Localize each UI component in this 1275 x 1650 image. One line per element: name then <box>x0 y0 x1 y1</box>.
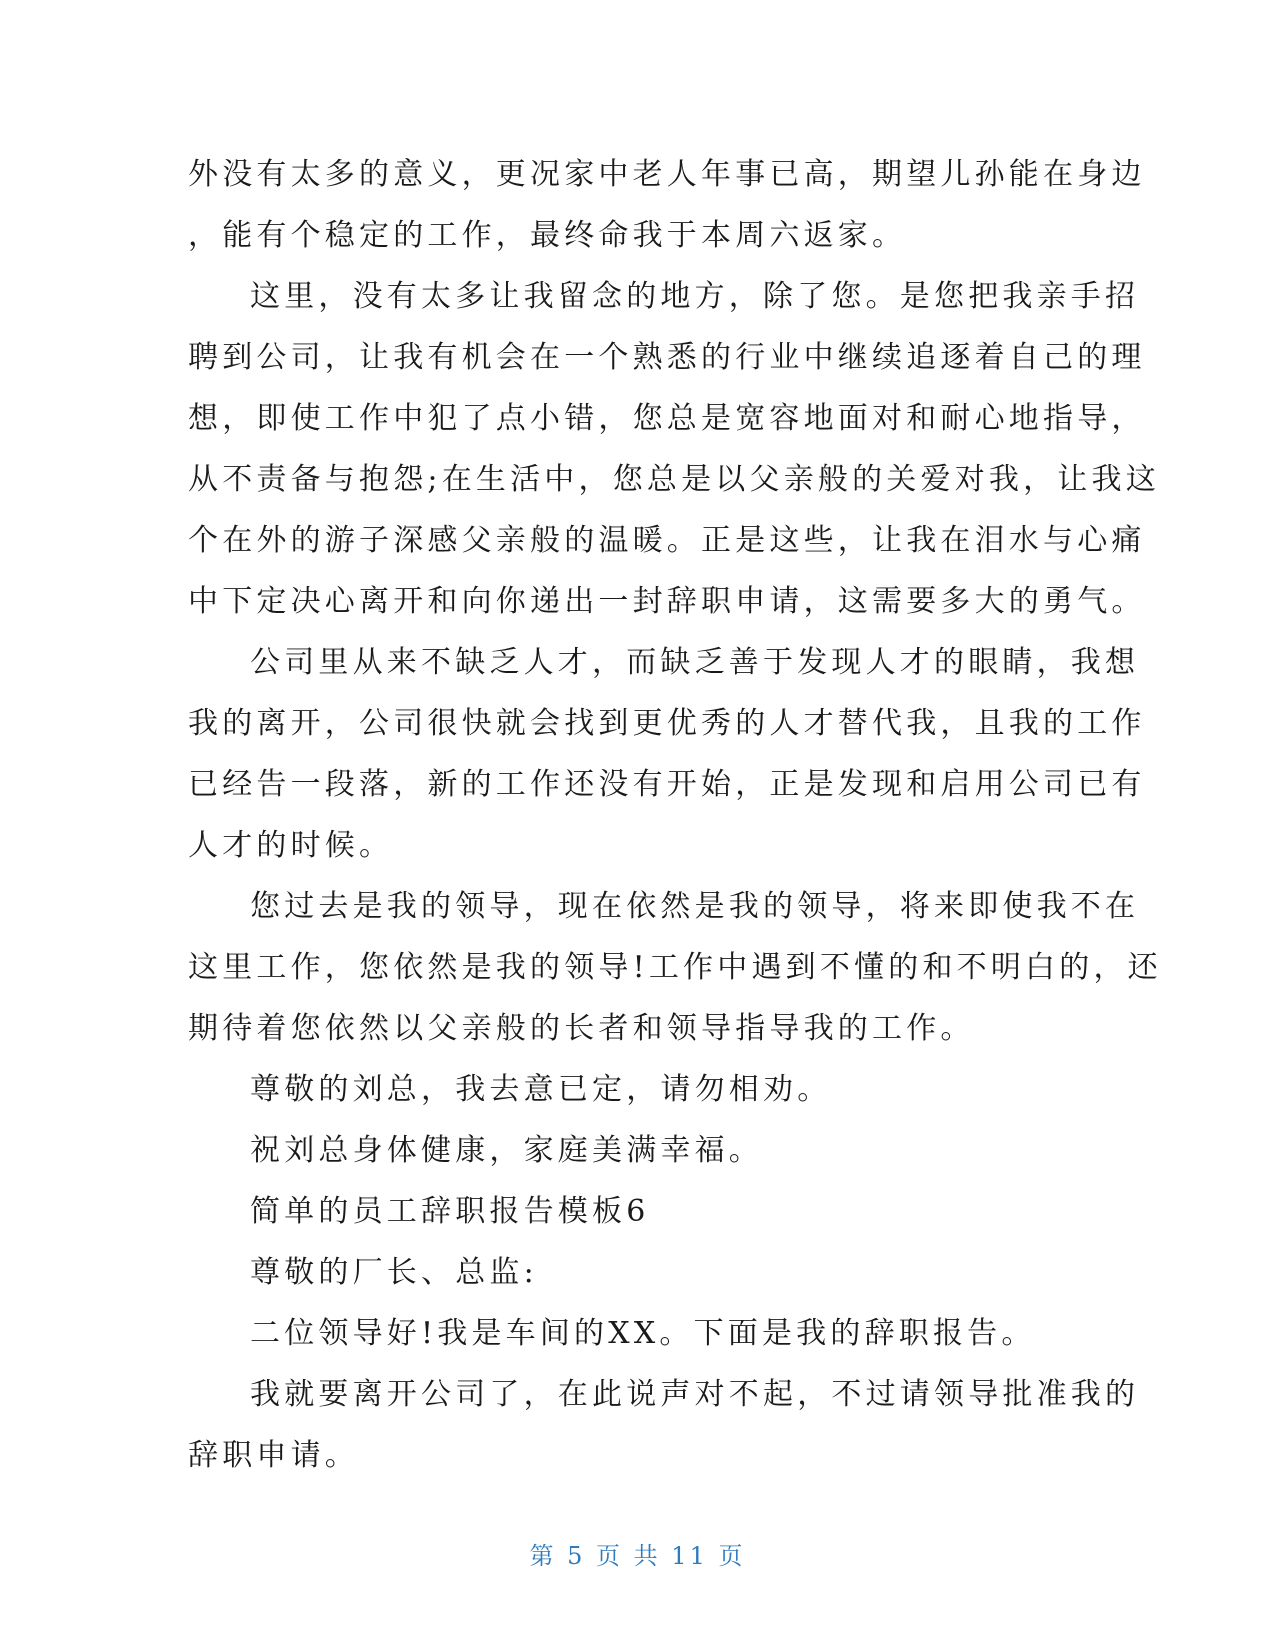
text-line: 中下定决心离开和向你递出一封辞职申请，这需要多大的勇气。 <box>188 584 1146 619</box>
text-line: 人才的时候。 <box>188 828 394 863</box>
text-line: 期待着您依然以父亲般的长者和领导指导我的工作。 <box>188 1011 975 1046</box>
text-line: 个在外的游子深感父亲般的温暖。正是这些，让我在泪水与心痛 <box>188 523 1146 558</box>
text-line: 已经告一段落，新的工作还没有开始，正是发现和启用公司已有 <box>188 767 1146 802</box>
text-line: 这里工作，您依然是我的领导!工作中遇到不懂的和不明白的，还 <box>188 950 1162 985</box>
paragraph-start-line: 我就要离开公司了，在此说声对不起，不过请领导批准我的 <box>250 1377 1140 1412</box>
paragraph-start-line: 尊敬的刘总，我去意已定，请勿相劝。 <box>250 1072 832 1107</box>
document-body <box>188 144 1162 1486</box>
paragraph-start-line: 这里，没有太多让我留念的地方，除了您。是您把我亲手招 <box>250 279 1140 314</box>
paragraph-start-line: 祝刘总身体健康，家庭美满幸福。 <box>250 1133 763 1168</box>
text-line: 聘到公司，让我有机会在一个熟悉的行业中继续追逐着自己的理 <box>188 340 1146 375</box>
paragraph-start-line: 您过去是我的领导，现在依然是我的领导，将来即使我不在 <box>250 889 1140 924</box>
text-line: 想，即使工作中犯了点小错，您总是宽容地面对和耐心地指导， <box>188 401 1146 436</box>
text-line: 我的离开，公司很快就会找到更优秀的人才替代我，且我的工作 <box>188 706 1146 741</box>
text-line: 从不责备与抱怨;在生活中，您总是以父亲般的关爱对我，让我这 <box>188 462 1160 497</box>
paragraph-start-line: 二位领导好!我是车间的XX。下面是我的辞职报告。 <box>250 1316 1036 1351</box>
text-line: ，能有个稳定的工作，最终命我于本周六返家。 <box>188 218 907 253</box>
paragraph-start-line: 公司里从来不缺乏人才，而缺乏善于发现人才的眼睛，我想 <box>250 645 1140 680</box>
section-heading: 简单的员工辞职报告模板6 <box>250 1194 650 1229</box>
salutation: 尊敬的厂长、总监: <box>250 1255 538 1290</box>
text-line: 辞职申请。 <box>188 1438 359 1473</box>
page-number-footer: 第 5 页 共 11 页 <box>529 1542 746 1570</box>
text-line: 外没有太多的意义，更况家中老人年事已高，期望儿孙能在身边 <box>188 157 1146 192</box>
